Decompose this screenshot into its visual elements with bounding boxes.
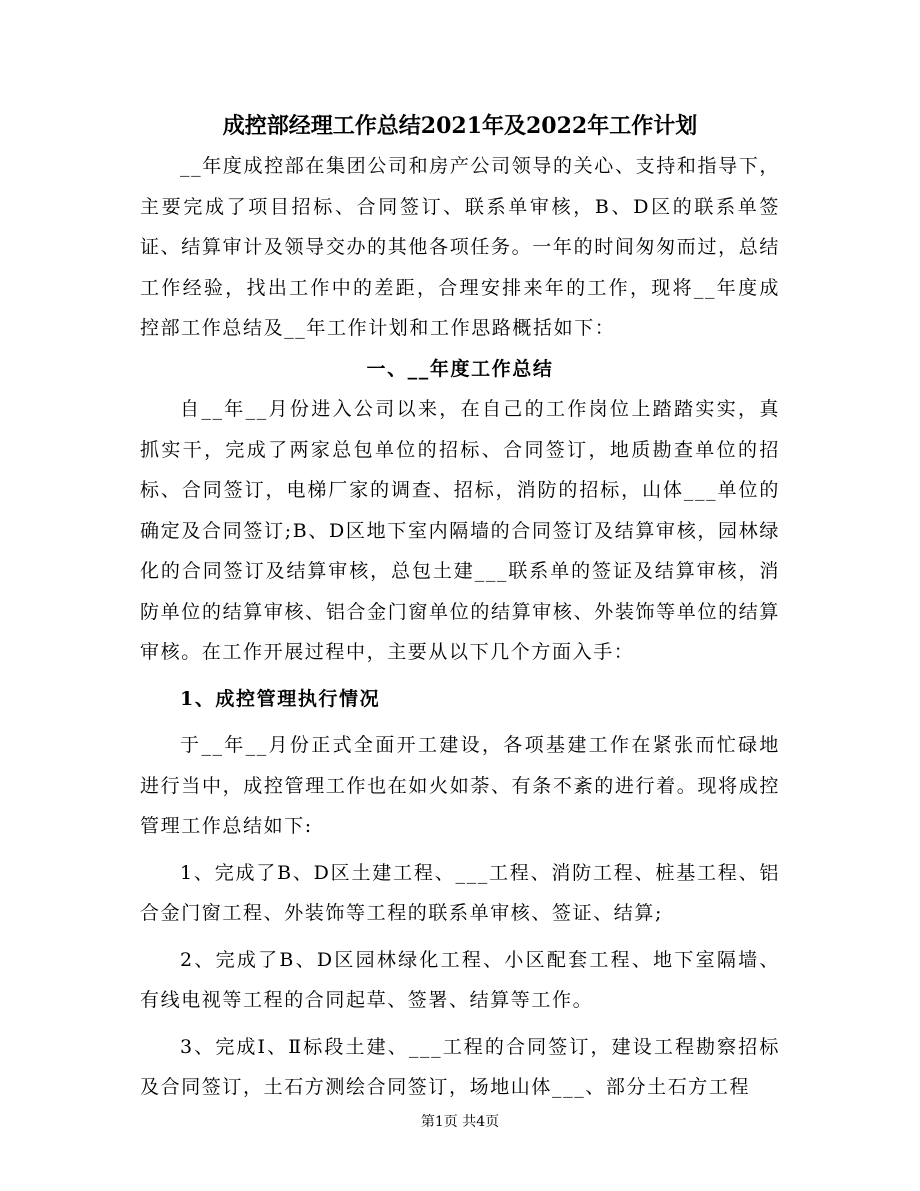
subsection-1-heading: 1、成控管理执行情况 bbox=[180, 687, 381, 710]
document-title: 成控部经理工作总结2021年及2022年工作计划 bbox=[222, 113, 698, 139]
list-item-1: 1、完成了B、D区土建工程、___工程、消防工程、桩基工程、铝合金门窗工程、外装饰等工程的联系单审核、签证、结算; bbox=[140, 861, 780, 924]
list-item-3: 3、完成Ⅰ、Ⅱ标段土建、___工程的合同签订，建设工程勘察招标及合同签订，土石方测绘合同签订，场地山体___、部分土石方工程 bbox=[140, 1035, 780, 1098]
section-1-heading: 一、__年度工作总结 bbox=[366, 357, 554, 380]
section-1-paragraph: 自__年__月份进入公司以来，在自己的工作岗位上踏踏实实，真抓实干，完成了两家总包单位的招标、合同签订，地质勘查单位的招标、合同签订，电梯厂家的调查、招标，消防的招标，山体___单位的确定及合同签订;B、D区地下室内隔墙的合同签订及结算审核，园林绿化的合同签订及结算审核，总包土建___联系单的签证及结算审核，消防单位的结算审核、铝合金门窗单位的结算审核、外装饰等单位的结算审核。在工作开展过程中，主要从以下几个方面入手： bbox=[140, 398, 780, 663]
list-item-2: 2、完成了B、D区园林绿化工程、小区配套工程、地下室隔墙、有线电视等工程的合同起草、签署、结算等工作。 bbox=[140, 948, 780, 1011]
intro-paragraph: __年度成控部在集团公司和房产公司领导的关心、支持和指导下，主要完成了项目招标、合同签订、联系单审核，B、D区的联系单签证、结算审计及领导交办的其他各项任务。一年的时间匆匆而过，总结工作经验，找出工作中的差距，合理安排来年的工作，现将__年度成控部工作总结及__年工作计划和工作思路概括如下： bbox=[140, 155, 780, 339]
page-number-footer: 第1页 共4页 bbox=[420, 1114, 500, 1130]
subsection-1-paragraph: 于__年__月份正式全面开工建设，各项基建工作在紧张而忙碌地进行当中，成控管理工作也在如火如荼、有条不紊的进行着。现将成控管理工作总结如下: bbox=[140, 734, 780, 837]
document-body bbox=[140, 146, 780, 1108]
